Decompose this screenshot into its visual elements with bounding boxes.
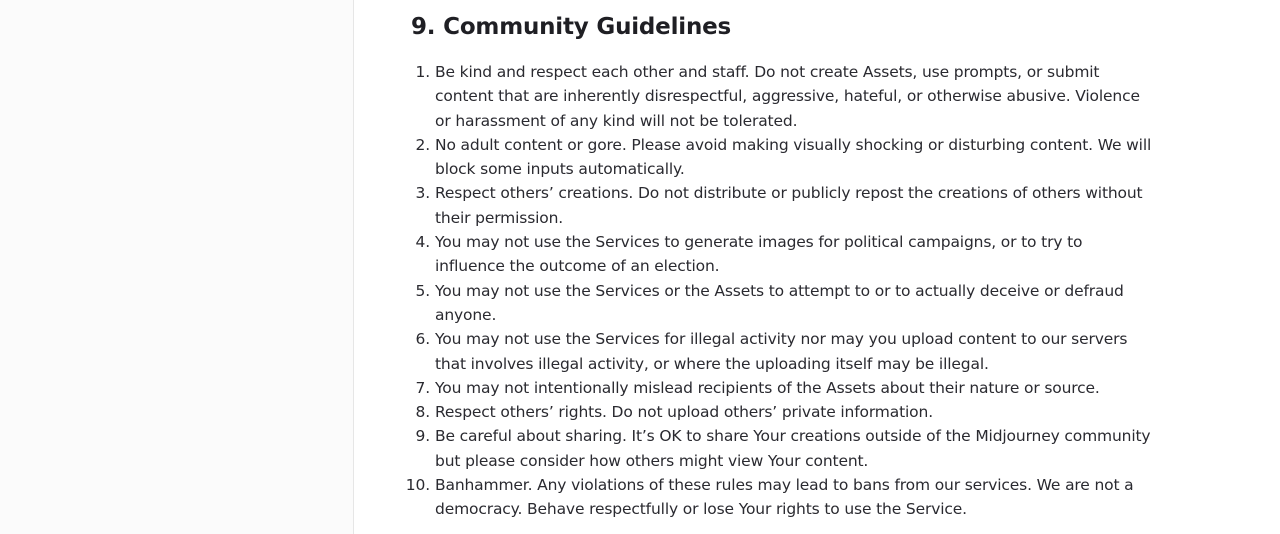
- guideline-item: [415, 181, 1155, 230]
- guideline-number: 7.: [415, 378, 430, 397]
- guideline-text: Be careful about sharing. It’s OK to share Your creations outside of the Midjourney community but please consider how others might view Your content.: [435, 427, 1151, 470]
- guideline-number: 6.: [415, 330, 430, 349]
- guideline-text: Banhammer. Any violations of these rules may lead to bans from our services. We are not a democracy. Behave respectfully or lose Your rights to use the Service.: [435, 476, 1134, 519]
- guideline-number: 10.: [405, 476, 430, 495]
- guideline-text: You may not use the Services for illegal activity nor may you upload content to our servers that involves illegal activity, or where the uploading itself may be illegal.: [435, 330, 1128, 373]
- guideline-item: [405, 473, 1155, 522]
- guideline-item: [415, 376, 1155, 400]
- guideline-number: 4.: [415, 233, 430, 252]
- guideline-item: [415, 327, 1155, 376]
- guideline-item: [415, 133, 1155, 182]
- guideline-number: 9.: [415, 427, 430, 446]
- guideline-number: 1.: [415, 63, 430, 81]
- guideline-item: [415, 279, 1155, 328]
- guideline-text: No adult content or gore. Please avoid making visually shocking or disturbing content. We will block some inputs automatically.: [435, 135, 1152, 179]
- guideline-item: [415, 60, 1155, 133]
- guideline-item: [415, 230, 1155, 279]
- guideline-number: 5.: [415, 281, 430, 300]
- sidebar: [0, 0, 354, 534]
- section-title: 9. Community Guidelines: [411, 14, 732, 40]
- guideline-text: Respect others’ creations. Do not distribute or publicly repost the creations of others without their permission.: [435, 184, 1143, 227]
- guideline-text: You may not intentionally mislead recipients of the Assets about their nature or source.: [435, 378, 1100, 397]
- guideline-text: Be kind and respect each other and staff. Do not create Assets, use prompts, or submit content that are inherently disrespectful, aggressive, hateful, or otherwise abusive. Violence or harassment of any kind will not be tolerated.: [435, 63, 1140, 130]
- guideline-text: Respect others’ rights. Do not upload others’ private information.: [435, 403, 933, 422]
- guideline-number: 8.: [415, 403, 430, 422]
- guideline-text: You may not use the Services or the Assets to attempt to or to actually deceive or defraud anyone.: [435, 281, 1124, 324]
- guideline-item: [415, 424, 1155, 473]
- guidelines-list: [405, 60, 1155, 522]
- guideline-number: 2.: [415, 135, 430, 154]
- guideline-item: [415, 400, 1155, 424]
- guideline-number: 3.: [415, 184, 430, 203]
- main-content: [354, 0, 1280, 534]
- guideline-text: You may not use the Services to generate images for political campaigns, or to try to influence the outcome of an election.: [435, 233, 1083, 276]
